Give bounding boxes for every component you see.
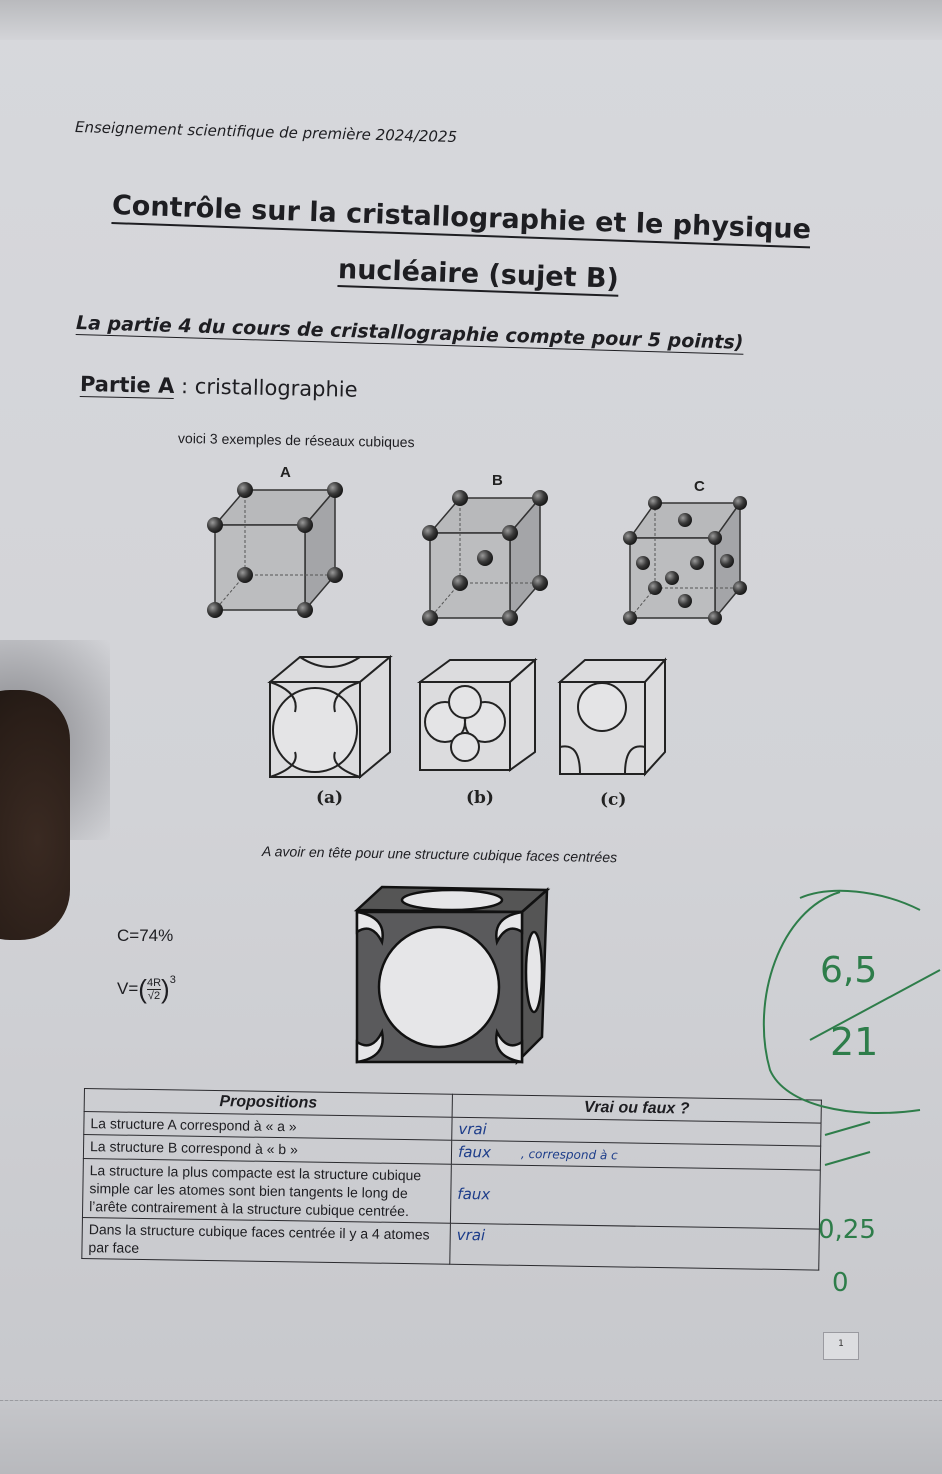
volume-exponent: 3 <box>169 974 176 986</box>
compact-label-a: (a) <box>316 788 344 808</box>
networks-caption: voici 3 exemples de réseaux cubiques <box>177 430 415 451</box>
grade-partial: 0,25 <box>818 1215 876 1245</box>
table-header-answer: Vrai ou faux ? <box>452 1094 821 1123</box>
handwritten-answer: faux <box>457 1142 492 1162</box>
cube-b-body-centered <box>422 490 548 626</box>
proposition-cell: La structure B correspond à « b » <box>83 1135 451 1165</box>
compact-label-c: (c) <box>600 790 627 810</box>
cube-c-face-centered <box>623 496 747 625</box>
handwritten-note: , correspond à c <box>520 1146 618 1163</box>
handwritten-answer: faux <box>457 1184 491 1204</box>
compact-label-b: (b) <box>466 788 494 808</box>
part-a-heading <box>80 372 358 402</box>
proposition-cell: La structure la plus compacte est la structure cubique simple car les atomes sont bien tangents le long de l’arête contrairement à la structure cubique centrée. <box>82 1158 451 1223</box>
part-a-rest: : cristallographie <box>174 373 358 402</box>
page-title-line-2: nucléaire (sujet B) <box>337 254 620 295</box>
fcc-compact-figure <box>352 882 552 1068</box>
volume-numerator: 4R <box>146 977 162 989</box>
answer-cell <box>450 1164 820 1229</box>
page-title-line-1: Contrôle sur la cristallographie et le physique <box>111 190 811 248</box>
model-c <box>560 660 665 774</box>
finger-shadow <box>0 690 70 940</box>
answers-table <box>80 1088 821 1328</box>
cube-label-b: B <box>492 472 503 489</box>
cube-a-simple <box>207 482 343 618</box>
proposition-cell: Dans la structure cubique faces centrée il y a 4 atomes par face <box>82 1217 451 1264</box>
grade-check-marks <box>820 1110 880 1170</box>
school-year-line: Enseignement scientifique de première 2024/2025 <box>74 118 458 147</box>
cubic-lattices-figure <box>195 475 755 635</box>
paper-fold <box>0 1400 942 1474</box>
table-header-propositions: Propositions <box>84 1089 452 1118</box>
volume-formula: V=( $\frac{4R}{√2}$ )$^3$ <box>117 974 176 1004</box>
grade-score-top: 6,5 <box>820 950 878 991</box>
grade-circle <box>740 880 942 1120</box>
subtitle: La partie 4 du cours de cristallographie compte pour 5 points) <box>75 312 744 354</box>
volume-fraction <box>147 977 161 1002</box>
handwritten-answer: vrai <box>458 1119 487 1139</box>
page-number: 1 <box>823 1332 859 1360</box>
compactness-formula: C=74% <box>117 926 174 945</box>
answer-cell <box>450 1223 820 1270</box>
model-a <box>270 657 390 777</box>
compact-models-figure <box>260 652 680 784</box>
grade-score-bottom: 21 <box>830 1020 879 1064</box>
cube-label-a: A <box>280 464 291 481</box>
cube-label-c: C <box>694 478 705 495</box>
part-a-label: Partie A <box>79 372 175 398</box>
handwritten-answer: vrai <box>456 1225 486 1245</box>
volume-prefix: V= <box>117 978 139 998</box>
proposition-cell: La structure A correspond à « a » <box>84 1112 452 1141</box>
fcc-caption: A avoir en tête pour une structure cubique faces centrées <box>261 843 618 866</box>
model-b <box>420 660 535 770</box>
volume-denominator: √2 <box>147 990 161 1002</box>
grade-zero: 0 <box>832 1268 849 1298</box>
paper-shadow <box>0 0 942 40</box>
